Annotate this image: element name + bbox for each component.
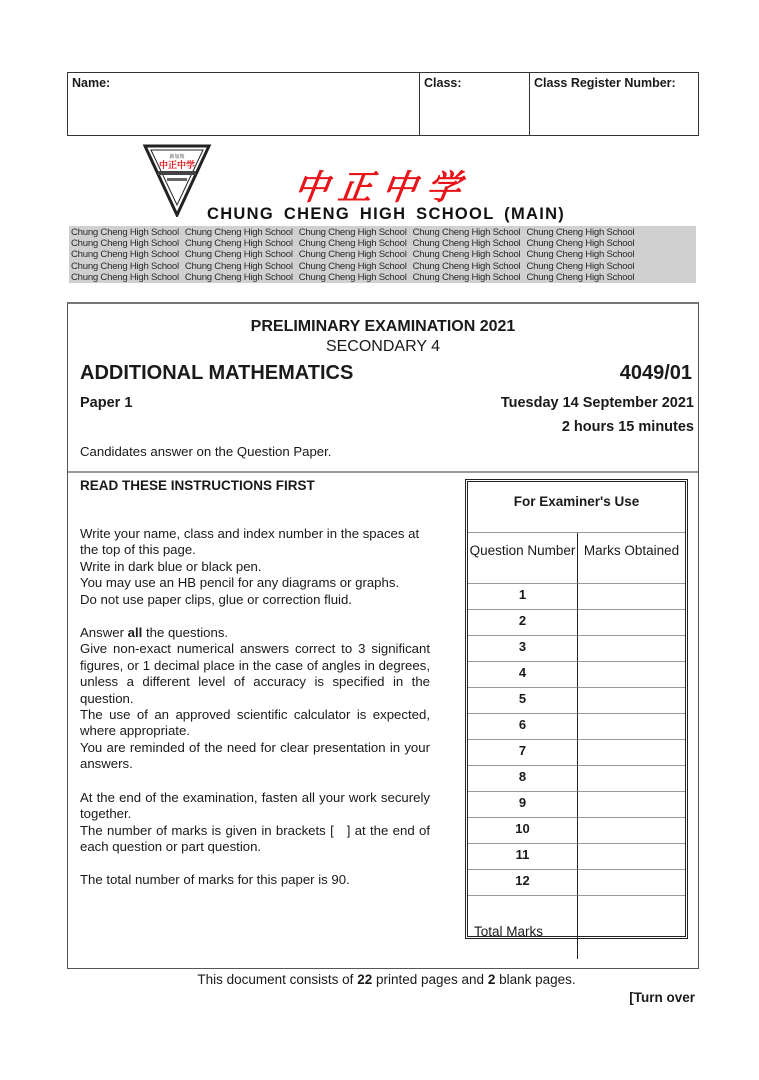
- answer-emphasis: all: [127, 625, 143, 640]
- question-number-cell: 3: [468, 636, 578, 662]
- student-id-box: [67, 72, 699, 136]
- question-number-cell: 5: [468, 688, 578, 714]
- marks-obtained-cell[interactable]: [578, 792, 685, 818]
- instruction-line: The number of marks is given in brackets [ ] at the end of each question or part question.: [80, 822, 434, 855]
- examiner-grid: [468, 533, 685, 959]
- instruction-line: Write in dark blue or black pen.: [80, 558, 262, 574]
- school-chinese-name: 中正中学: [291, 168, 474, 208]
- instruction-line: Do not use paper clips, glue or correction fluid.: [80, 591, 352, 607]
- banner-text: Chung Cheng High School: [412, 260, 521, 272]
- banner-text: Chung Cheng High School: [184, 227, 293, 238]
- marks-obtained-cell[interactable]: [578, 740, 685, 766]
- question-number-cell: 11: [468, 844, 578, 870]
- subject-title: ADDITIONAL MATHEMATICS: [80, 362, 354, 384]
- footer-text: blank pages.: [495, 972, 576, 987]
- banner-text: Chung Cheng High School: [71, 260, 179, 272]
- question-number-cell: 10: [468, 818, 578, 844]
- banner-row: [71, 238, 694, 249]
- question-number-cell: 12: [468, 870, 578, 896]
- subject-code: 4049/01: [619, 362, 692, 384]
- banner-text: Chung Cheng High School: [526, 260, 635, 272]
- marks-obtained-cell[interactable]: [578, 610, 685, 636]
- marks-obtained-cell[interactable]: [578, 584, 685, 610]
- banner-text: Chung Cheng High School: [526, 249, 635, 261]
- name-field[interactable]: [68, 73, 420, 135]
- banner-text: Chung Cheng High School: [71, 227, 179, 238]
- exam-level: SECONDARY 4: [325, 338, 441, 355]
- marks-obtained-cell[interactable]: [578, 688, 685, 714]
- question-number-cell: 6: [468, 714, 578, 740]
- class-field[interactable]: [420, 73, 530, 135]
- examiner-use-table: [465, 479, 688, 939]
- banner-text: Chung Cheng High School: [412, 227, 521, 238]
- marks-obtained-cell[interactable]: [578, 714, 685, 740]
- banner-text: Chung Cheng High School: [71, 271, 179, 283]
- page-count-note: [0, 972, 759, 987]
- school-name-banner: [69, 226, 696, 283]
- banner-text: Chung Cheng High School: [184, 249, 293, 261]
- instruction-line: You may use an HB pencil for any diagrams or graphs.: [80, 575, 400, 591]
- exam-title: PRELIMINARY EXAMINATION 2021: [250, 318, 516, 335]
- instruction-line: Give non-exact numerical answers correct to 3 significant figures, or 1 decimal place in the case of angles in degrees, unless a different level of accuracy is specified in the question.: [80, 641, 430, 706]
- banner-text: Chung Cheng High School: [412, 271, 521, 283]
- instruction-line: The use of an approved scientific calculator is expected, where appropriate.: [80, 707, 430, 739]
- question-number-cell: 2: [468, 610, 578, 636]
- question-number-cell: 4: [468, 662, 578, 688]
- section-divider: [68, 471, 698, 473]
- footer-text: This document consists of: [197, 972, 358, 987]
- banner-row: [71, 272, 694, 283]
- class-label: Class:: [424, 76, 462, 90]
- banner-text: Chung Cheng High School: [298, 271, 407, 283]
- printed-pages-count: 22: [357, 972, 373, 987]
- total-marks-label: Total Marks: [468, 896, 578, 959]
- instruction-line: [80, 625, 430, 641]
- total-marks-note: The total number of marks for this paper is 90.: [80, 872, 350, 887]
- banner-text: Chung Cheng High School: [71, 249, 179, 261]
- school-english-name: CHUNG CHENG HIGH SCHOOL (MAIN): [207, 205, 566, 223]
- question-number-cell: 8: [468, 766, 578, 792]
- banner-row: [71, 227, 694, 238]
- name-label: Name:: [72, 76, 111, 90]
- banner-text: Chung Cheng High School: [298, 249, 407, 261]
- marks-obtained-cell[interactable]: [578, 818, 685, 844]
- instruction-line: Write your name, class and index number in the spaces at the top of this page.: [80, 526, 420, 558]
- exam-date: Tuesday 14 September 2021: [500, 395, 694, 411]
- question-number-cell: 7: [468, 740, 578, 766]
- marks-obtained-cell[interactable]: [578, 636, 685, 662]
- instructions-block-1: [80, 526, 430, 608]
- paper-number: Paper 1: [80, 395, 133, 411]
- marks-obtained-cell[interactable]: [578, 766, 685, 792]
- banner-text: Chung Cheng High School: [526, 227, 635, 238]
- banner-text: Chung Cheng High School: [412, 249, 521, 261]
- turn-over-note: [Turn over: [629, 990, 695, 1005]
- banner-text: Chung Cheng High School: [184, 260, 293, 272]
- footer-text: printed pages and: [372, 972, 488, 987]
- banner-text: Chung Cheng High School: [526, 271, 635, 283]
- banner-text: Chung Cheng High School: [412, 238, 521, 250]
- svg-text:中正中学: 中正中学: [158, 161, 196, 171]
- total-marks-cell[interactable]: [578, 896, 685, 959]
- marks-obtained-cell[interactable]: [578, 662, 685, 688]
- svg-text:新加坡: 新加坡: [169, 154, 185, 160]
- question-number-header: Question Number: [468, 533, 578, 584]
- banner-text: Chung Cheng High School: [184, 238, 293, 250]
- school-crest-icon: [142, 143, 212, 217]
- banner-text: Chung Cheng High School: [298, 227, 407, 238]
- examiner-table-title: For Examiner's Use: [468, 482, 685, 533]
- register-number-field[interactable]: [530, 73, 698, 135]
- banner-text: Chung Cheng High School: [526, 238, 635, 250]
- banner-row: [71, 261, 694, 272]
- instructions-heading: READ THESE INSTRUCTIONS FIRST: [80, 478, 315, 493]
- exam-duration: 2 hours 15 minutes: [561, 419, 694, 435]
- instructions-block-2: [80, 625, 430, 773]
- marks-obtained-cell[interactable]: [578, 870, 685, 896]
- answer-suffix: the questions.: [142, 625, 229, 640]
- marks-obtained-cell[interactable]: [578, 844, 685, 870]
- banner-text: Chung Cheng High School: [184, 271, 293, 283]
- instruction-line: You are reminded of the need for clear presentation in your answers.: [80, 739, 430, 772]
- instructions-block-3: [80, 790, 434, 856]
- register-number-label: Class Register Number:: [534, 76, 676, 90]
- candidates-note: Candidates answer on the Question Paper.: [80, 444, 332, 459]
- cover-frame: [67, 302, 699, 969]
- banner-row: [71, 249, 694, 260]
- banner-text: Chung Cheng High School: [298, 260, 407, 272]
- banner-text: Chung Cheng High School: [71, 238, 179, 250]
- question-number-cell: 9: [468, 792, 578, 818]
- instruction-line: At the end of the examination, fasten all your work securely together.: [80, 790, 430, 822]
- blank-pages-count: 2: [487, 972, 496, 987]
- banner-text: Chung Cheng High School: [298, 238, 407, 250]
- marks-obtained-header: Marks Obtained: [578, 533, 685, 584]
- question-number-cell: 1: [468, 584, 578, 610]
- answer-prefix: Answer: [80, 625, 128, 640]
